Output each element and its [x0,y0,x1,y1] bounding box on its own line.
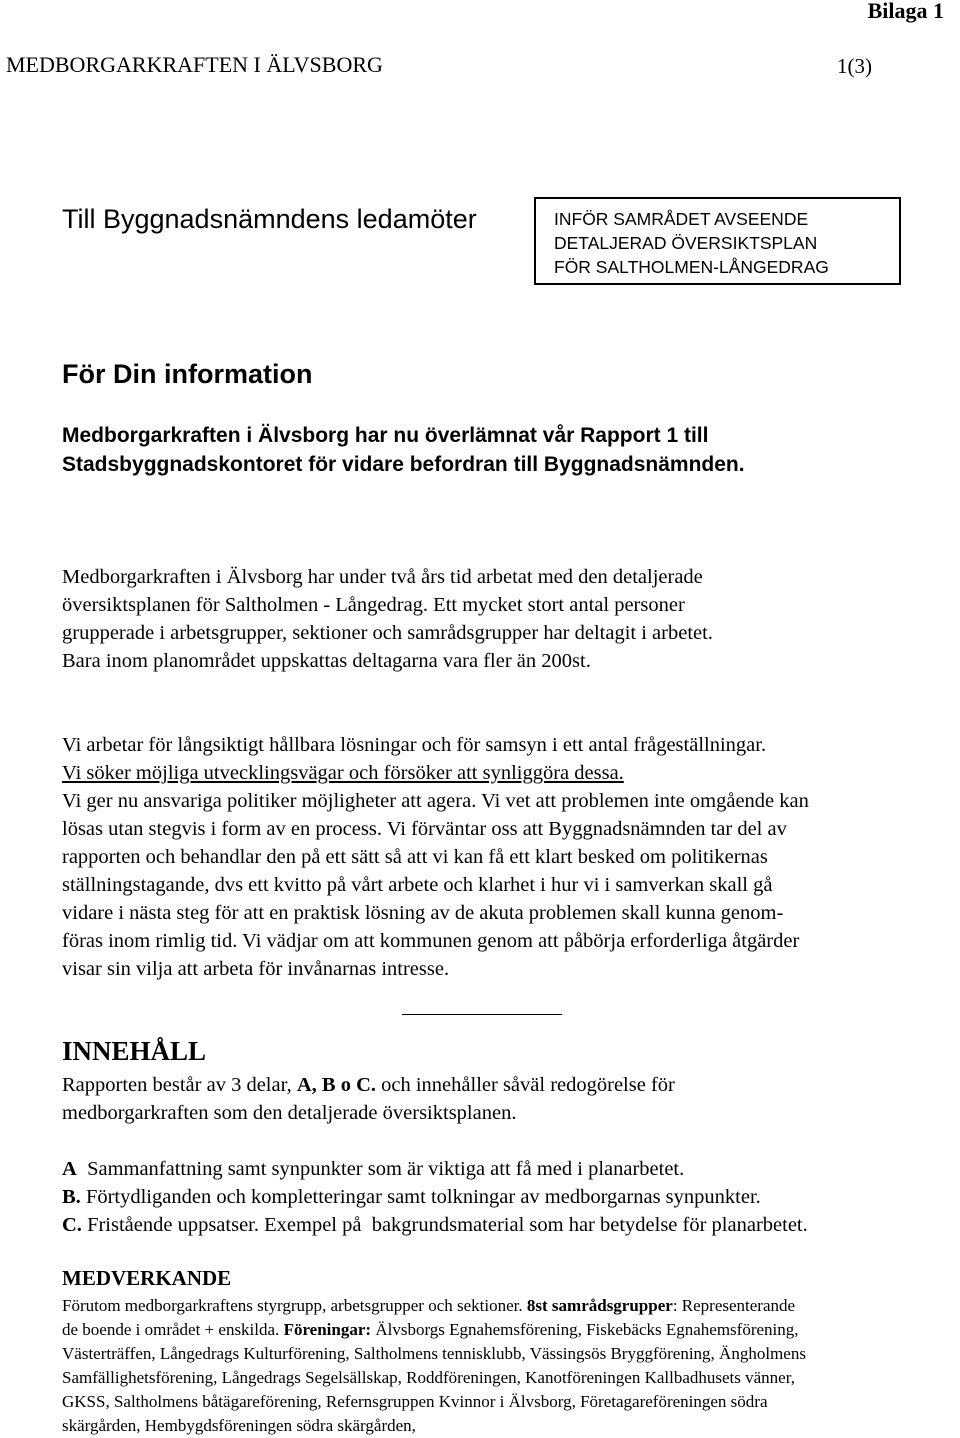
item-key: B. [62,1186,81,1208]
item-text: Förtydliganden och kompletteringar samt tolkningar av medborgarnas synpunkter. [80,1186,761,1208]
text-line: Västerträffen, Långedrags Kulturförening, Saltholmens tennisklubb, Vässingsös Bryggförening, Ängholmens [62,1344,806,1363]
item-key: C. [62,1214,82,1236]
text-line: skärgården, Hembygdsföreningen södra skärgården, [62,1416,416,1435]
subject-box [534,197,901,285]
item-text: Sammanfattning samt synpunkter som är viktiga att få med i planarbetet. [76,1158,685,1180]
intro-text: medborgarkraften som den detaljerade översiktsplanen. [62,1102,517,1124]
attachment-label: Bilaga 1 [867,0,944,23]
contents-item [62,1155,808,1183]
subject-line: INFÖR SAMRÅDET AVSEENDE [554,209,809,229]
text-line: lösas utan stegvis i form av en process. Vi förväntar oss att Byggnadsnämnden tar del av [62,818,787,840]
section-divider [402,1014,562,1015]
bold-segment: Föreningar: [283,1320,372,1339]
text-segment: Förutom medborgarkraftens styrgrupp, arbetsgrupper och sektioner. [62,1296,527,1315]
text-line: översiktsplanen för Saltholmen - Långedrag. Ett mycket stort antal personer [62,594,685,616]
text-line: Medborgarkraften i Älvsborg har under två års tid arbetat med den detaljerade [62,566,703,588]
text-line: föras inom rimlig tid. Vi vädjar om att kommunen genom att påbörja erforderliga åtgärder [62,930,800,952]
intro-parts-bold: A, B o C. [296,1074,377,1096]
info-text: Stadsbyggnadskontoret för vidare befordran till Byggnadsnämnden. [62,453,745,476]
info-text: Medborgarkraften i Älvsborg har nu överlämnat vår Rapport 1 till [62,424,709,447]
text-line: visar sin vilja att arbeta för invånarnas intresse. [62,958,450,980]
intro-text: och innehåller såväl redogörelse för [376,1074,675,1096]
contents-item [62,1211,808,1239]
participants-heading: MEDVERKANDE [62,1266,232,1290]
item-text: Fristående uppsatser. Exempel på bakgrundsmaterial som har betydelse för planarbetet. [81,1214,808,1236]
subject-line: DETALJERAD ÖVERSIKTSPLAN [554,233,818,253]
bold-segment: 8st samrådsgrupper [526,1296,673,1315]
info-heading: För Din information [62,359,313,389]
text-segment: Älvsborgs Egnahemsförening, Fiskebäcks Egnahemsförening, [371,1320,799,1339]
paragraph-background [62,563,713,675]
organization-title: MEDBORGARKRAFTEN I ÄLVSBORG [6,52,383,77]
text-line: Vi ger nu ansvariga politiker möjligheter att agera. Vi vet att problemen inte omgående kan [62,790,809,812]
text-line: ställningstagande, dvs ett kvitto på vårt arbete och klarhet i hur vi i samverkan skall gå [62,874,773,896]
text-segment: de boende i området + enskilda. [62,1320,284,1339]
text-line: Samfällighetsförening, Långedrags Segelsällskap, Roddföreningen, Kanotföreningen Kallbadhusets vänner, [62,1368,795,1387]
contents-item [62,1183,808,1211]
item-key: A [62,1158,77,1180]
subject-line: FÖR SALTHOLMEN-LÅNGEDRAG [554,257,829,277]
page-number: 1(3) [837,54,872,78]
text-line: GKSS, Saltholmens båtägareförening, Refernsgruppen Kvinnor i Älvsborg, Företagareföreningen södra [62,1392,768,1411]
text-line: vidare i nästa steg för att en praktisk lösning av de akuta problemen skall kunna genom- [62,902,784,924]
text-segment: : Representerande [672,1296,796,1315]
contents-heading: INNEHÅLL [62,1036,207,1066]
addressee: Till Byggnadsnämndens ledamöter [62,204,477,234]
text-line: Vi arbetar för långsiktigt hållbara lösningar och för samsyn i ett antal frågeställningar. [62,734,767,756]
text-line: grupperade i arbetsgrupper, sektioner och samrådsgrupper har deltagit i arbetet. [62,622,713,644]
paragraph-goals [62,731,809,983]
intro-text: Rapporten består av 3 delar, [62,1074,297,1096]
contents-intro [62,1071,675,1127]
text-line: Bara inom planområdet uppskattas deltagarna vara fler än 200st. [62,650,591,672]
participants-text [62,1294,806,1438]
contents-list [62,1155,808,1239]
text-line: rapporten och behandlar den på ett sätt så att vi kan få ett klart besked om politikernas [62,846,768,868]
underlined-text-line: Vi söker möjliga utvecklingsvägar och försöker att synliggöra dessa. [62,762,624,784]
